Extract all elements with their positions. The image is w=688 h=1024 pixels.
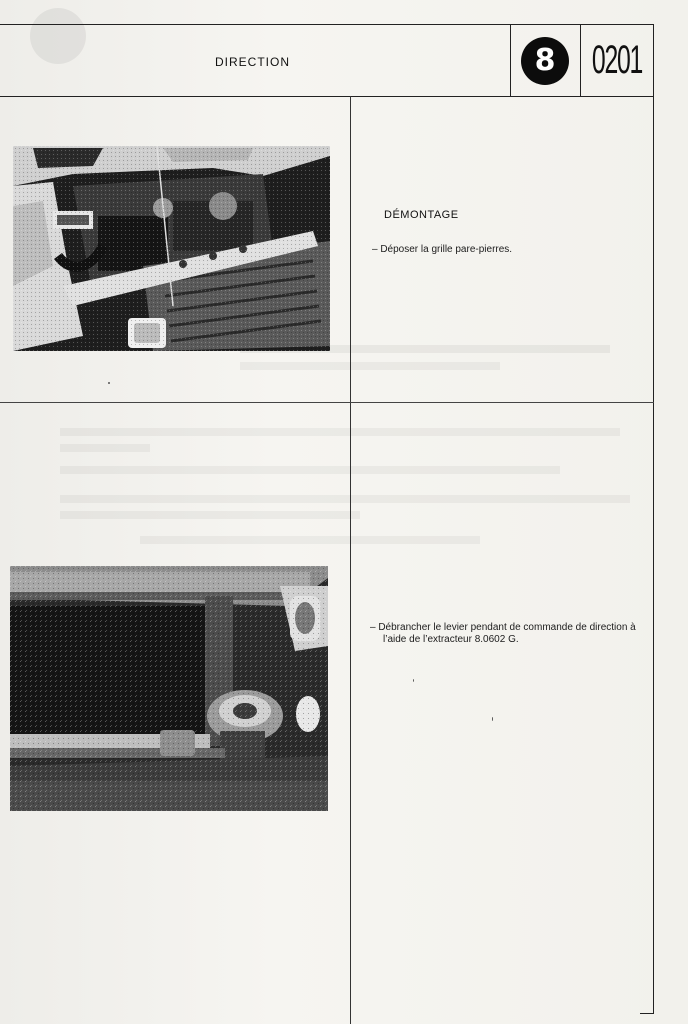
show-through-badge [30, 8, 86, 64]
show-through-line [240, 362, 500, 370]
chapter-number: 8 [521, 37, 569, 85]
engine-compartment-illustration [13, 146, 330, 351]
scan-speck [413, 679, 414, 682]
footer-rule [640, 1013, 654, 1014]
steering-linkage-illustration [10, 566, 328, 811]
page-code: 0201 [591, 38, 643, 82]
step-remove-grille: – Déposer la grille pare-pierres. [372, 244, 513, 255]
frame-right-rule [653, 24, 654, 1014]
engine-compartment-photo [13, 146, 330, 351]
chapter-badge [511, 25, 579, 96]
step-disconnect-lever: – Débrancher le levier pendant de commande de direction à l’aide de l’extracteur 8.0602 G. [370, 622, 636, 645]
section-heading: DÉMONTAGE [384, 209, 459, 221]
badge-right-rule [580, 24, 581, 97]
scan-speck [108, 382, 110, 384]
show-through-line [140, 536, 480, 544]
show-through-line [60, 444, 150, 452]
section-title: DIRECTION [215, 55, 290, 69]
column-divider [350, 96, 351, 1024]
steering-linkage-photo [10, 566, 328, 811]
header-bottom-rule [0, 96, 654, 97]
scan-speck [492, 717, 493, 721]
show-through-line [60, 466, 560, 474]
show-through-line [60, 495, 630, 503]
show-through-line [60, 428, 620, 436]
show-through-line [60, 511, 360, 519]
row-divider [0, 402, 654, 403]
